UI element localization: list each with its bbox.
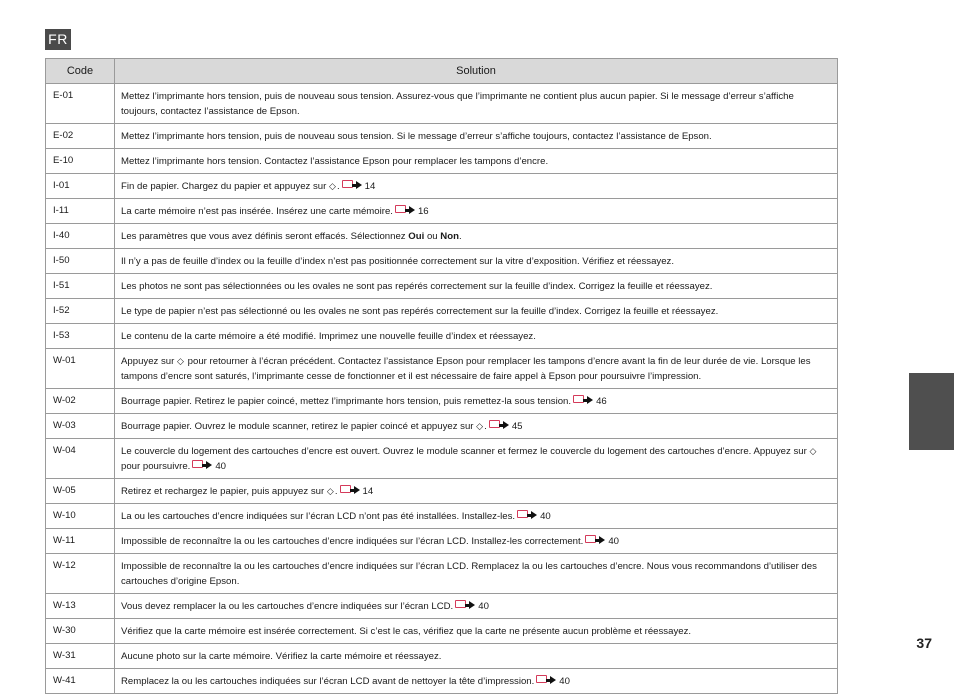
solution-text: 40 xyxy=(608,536,619,547)
error-solution xyxy=(115,299,838,324)
page-number: 37 xyxy=(916,635,932,651)
error-solution xyxy=(115,324,838,349)
solution-text: Mettez l’imprimante hors tension. Contactez l’assistance Epson pour remplacer les tampons d’encre. xyxy=(121,156,549,167)
solution-text: 14 xyxy=(364,181,376,192)
arrow-right-icon xyxy=(587,396,593,404)
error-code: W-04 xyxy=(46,439,115,479)
error-solution xyxy=(115,199,838,224)
solution-text: Remplacez la ou les cartouches indiquées sur l’écran LCD avant de nettoyer la tête d’impression. xyxy=(121,676,535,687)
error-solution xyxy=(115,504,838,529)
solution-text: Mettez l’imprimante hors tension, puis de nouveau sous tension. Si le message d’erreur s’affiche toujours, contactez l’assistance de Epson. xyxy=(121,131,712,142)
table-row xyxy=(46,669,838,694)
solution-text: Bourrage papier. Retirez le papier coincé, mettez l’imprimante hors tension, puis remettez-la sous tension. xyxy=(121,396,572,407)
error-code: W-31 xyxy=(46,644,115,669)
error-solution xyxy=(115,554,838,594)
table-row xyxy=(46,644,838,669)
table-header-row xyxy=(46,59,838,84)
error-solution xyxy=(115,594,838,619)
error-solution xyxy=(115,479,838,504)
solution-text: Il n’y a pas de feuille d’index ou la feuille d’index n’est pas positionnée correctement sur la vitre d’exposition. Vérifiez et réessayez. xyxy=(121,256,675,267)
error-code: E-01 xyxy=(46,84,115,124)
error-code: W-02 xyxy=(46,389,115,414)
language-badge: FR xyxy=(45,29,71,50)
error-solution xyxy=(115,174,838,199)
solution-text: . xyxy=(458,231,462,242)
error-solution xyxy=(115,414,838,439)
error-code-table xyxy=(45,58,838,694)
error-solution xyxy=(115,529,838,554)
error-solution xyxy=(115,619,838,644)
error-solution xyxy=(115,149,838,174)
table-row xyxy=(46,349,838,389)
table-row xyxy=(46,594,838,619)
error-code: I-01 xyxy=(46,174,115,199)
error-code: I-51 xyxy=(46,274,115,299)
error-solution xyxy=(115,644,838,669)
error-solution xyxy=(115,274,838,299)
start-button-icon: ◇ xyxy=(329,181,336,191)
error-code: W-11 xyxy=(46,529,115,554)
table-row xyxy=(46,414,838,439)
error-code: W-30 xyxy=(46,619,115,644)
error-code: E-10 xyxy=(46,149,115,174)
error-code: E-02 xyxy=(46,124,115,149)
solution-text: 14 xyxy=(362,486,374,497)
arrow-right-icon xyxy=(354,486,360,494)
error-code: I-52 xyxy=(46,299,115,324)
error-solution xyxy=(115,124,838,149)
arrow-right-icon xyxy=(356,181,362,189)
error-code: I-53 xyxy=(46,324,115,349)
error-solution xyxy=(115,439,838,479)
solution-text: Le contenu de la carte mémoire a été modifié. Imprimez une nouvelle feuille d’index et réessayez. xyxy=(121,331,536,342)
solution-text: Fin de papier. Chargez du papier et appuyez sur xyxy=(121,181,329,192)
arrow-right-icon xyxy=(550,676,556,684)
error-code: I-40 xyxy=(46,224,115,249)
start-button-icon: ◇ xyxy=(476,421,484,431)
solution-text: Le couvercle du logement des cartouches d’encre est ouvert. Ouvrez le module scanner et fermez le couvercle du logement des cartouches d’encre. Appuyez sur xyxy=(121,446,810,457)
error-code: W-03 xyxy=(46,414,115,439)
error-solution xyxy=(115,84,838,124)
solution-text: Aucune photo sur la carte mémoire. Vérifiez la carte mémoire et réessayez. xyxy=(121,651,442,662)
table-row xyxy=(46,619,838,644)
error-code: W-13 xyxy=(46,594,115,619)
solution-text: 16 xyxy=(417,206,429,217)
solution-text: La carte mémoire n’est pas insérée. Insérez une carte mémoire. xyxy=(121,206,393,217)
error-solution xyxy=(115,349,838,389)
table-row xyxy=(46,249,838,274)
error-code: W-12 xyxy=(46,554,115,594)
arrow-right-icon xyxy=(469,601,475,609)
table-row xyxy=(46,554,838,594)
column-header-code: Code xyxy=(46,59,115,84)
solution-text: 40 xyxy=(540,511,551,522)
section-tab xyxy=(909,373,954,450)
table-row xyxy=(46,299,838,324)
error-code: W-10 xyxy=(46,504,115,529)
start-button-icon: ◇ xyxy=(177,356,184,366)
solution-text: Impossible de reconnaître la ou les cartouches d’encre indiquées sur l’écran LCD. Installez-les correctement. xyxy=(121,536,584,547)
solution-text: pour retourner à l’écran précédent. Contactez l’assistance Epson pour remplacer les tampons d’encre avant la fin de leur durée de vie. Lorsque les tampons d’encre sont saturés, l’imprimante cesse de fonctionner et il est nécessaire de faire appel à Epson pour poursuivre l’impression. xyxy=(121,356,811,382)
solution-text: La ou les cartouches d’encre indiquées sur l’écran LCD n’ont pas été installées. Installez-les. xyxy=(121,511,516,522)
error-solution xyxy=(115,224,838,249)
solution-text: ou xyxy=(424,231,441,242)
solution-text: 46 xyxy=(596,396,607,407)
arrow-right-icon xyxy=(503,421,509,429)
start-button-icon: ◇ xyxy=(326,486,334,496)
solution-text: . xyxy=(484,421,487,432)
table-row xyxy=(46,389,838,414)
table-row xyxy=(46,84,838,124)
table-row xyxy=(46,479,838,504)
solution-option: Non xyxy=(440,231,459,242)
table-row xyxy=(46,149,838,174)
solution-text: Appuyez sur xyxy=(121,356,177,367)
error-code: W-01 xyxy=(46,349,115,389)
table-row xyxy=(46,529,838,554)
solution-text: Le type de papier n’est pas sélectionné ou les ovales ne sont pas repérés correctement sur la feuille d’index. Corrigez la feuille et réessayez. xyxy=(121,306,719,317)
error-code: W-05 xyxy=(46,479,115,504)
solution-option: Oui xyxy=(408,231,425,242)
solution-text: Impossible de reconnaître la ou les cartouches d’encre indiquées sur l’écran LCD. Remplacez la ou les cartouches d’encre. Nous vous recommandons d’utiliser des cartouches d’origine Epson. xyxy=(121,561,817,587)
table-row xyxy=(46,224,838,249)
arrow-right-icon xyxy=(599,536,605,544)
table-row xyxy=(46,174,838,199)
solution-text: Les paramètres que vous avez définis seront effacés. Sélectionnez xyxy=(121,231,409,242)
table-row xyxy=(46,199,838,224)
solution-text: 40 xyxy=(559,676,570,687)
error-solution xyxy=(115,669,838,694)
column-header-solution: Solution xyxy=(115,59,838,84)
table-row xyxy=(46,439,838,479)
solution-text: Retirez et rechargez le papier, puis appuyez sur xyxy=(121,486,327,497)
start-button-icon: ◇ xyxy=(809,446,817,456)
arrow-right-icon xyxy=(531,511,537,519)
solution-text: Vérifiez que la carte mémoire est insérée correctement. Si c’est le cas, vérifiez que la carte ne présente aucun problème et réessayez. xyxy=(121,626,692,637)
solution-text: . xyxy=(337,181,340,192)
error-code: I-11 xyxy=(46,199,115,224)
table-row xyxy=(46,324,838,349)
table-body xyxy=(46,84,838,694)
solution-text: Les photos ne sont pas sélectionnées ou les ovales ne sont pas repérés correctement sur la feuille d’index. Corrigez la feuille et réessayez. xyxy=(121,281,713,292)
solution-text: Vous devez remplacer la ou les cartouches d’encre indiquées sur l’écran LCD. xyxy=(121,601,454,612)
error-code: I-50 xyxy=(46,249,115,274)
solution-text: Mettez l’imprimante hors tension, puis de nouveau sous tension. Assurez-vous que l’imprimante ne contient plus aucun papier. Si le message d’erreur s’affiche toujours, contactez l’assistance de Epson. xyxy=(121,91,794,117)
solution-text: 40 xyxy=(215,461,226,472)
table-row xyxy=(46,124,838,149)
arrow-right-icon xyxy=(206,461,212,469)
table-row xyxy=(46,504,838,529)
error-solution xyxy=(115,249,838,274)
error-solution xyxy=(115,389,838,414)
solution-text: 45 xyxy=(511,421,523,432)
arrow-right-icon xyxy=(409,206,415,214)
error-code: W-41 xyxy=(46,669,115,694)
solution-text: Bourrage papier. Ouvrez le module scanner, retirez le papier coincé et appuyez sur xyxy=(121,421,477,432)
table-row xyxy=(46,274,838,299)
solution-text: pour poursuivre. xyxy=(121,461,191,472)
solution-text: . xyxy=(334,486,338,497)
solution-text: 40 xyxy=(478,601,489,612)
